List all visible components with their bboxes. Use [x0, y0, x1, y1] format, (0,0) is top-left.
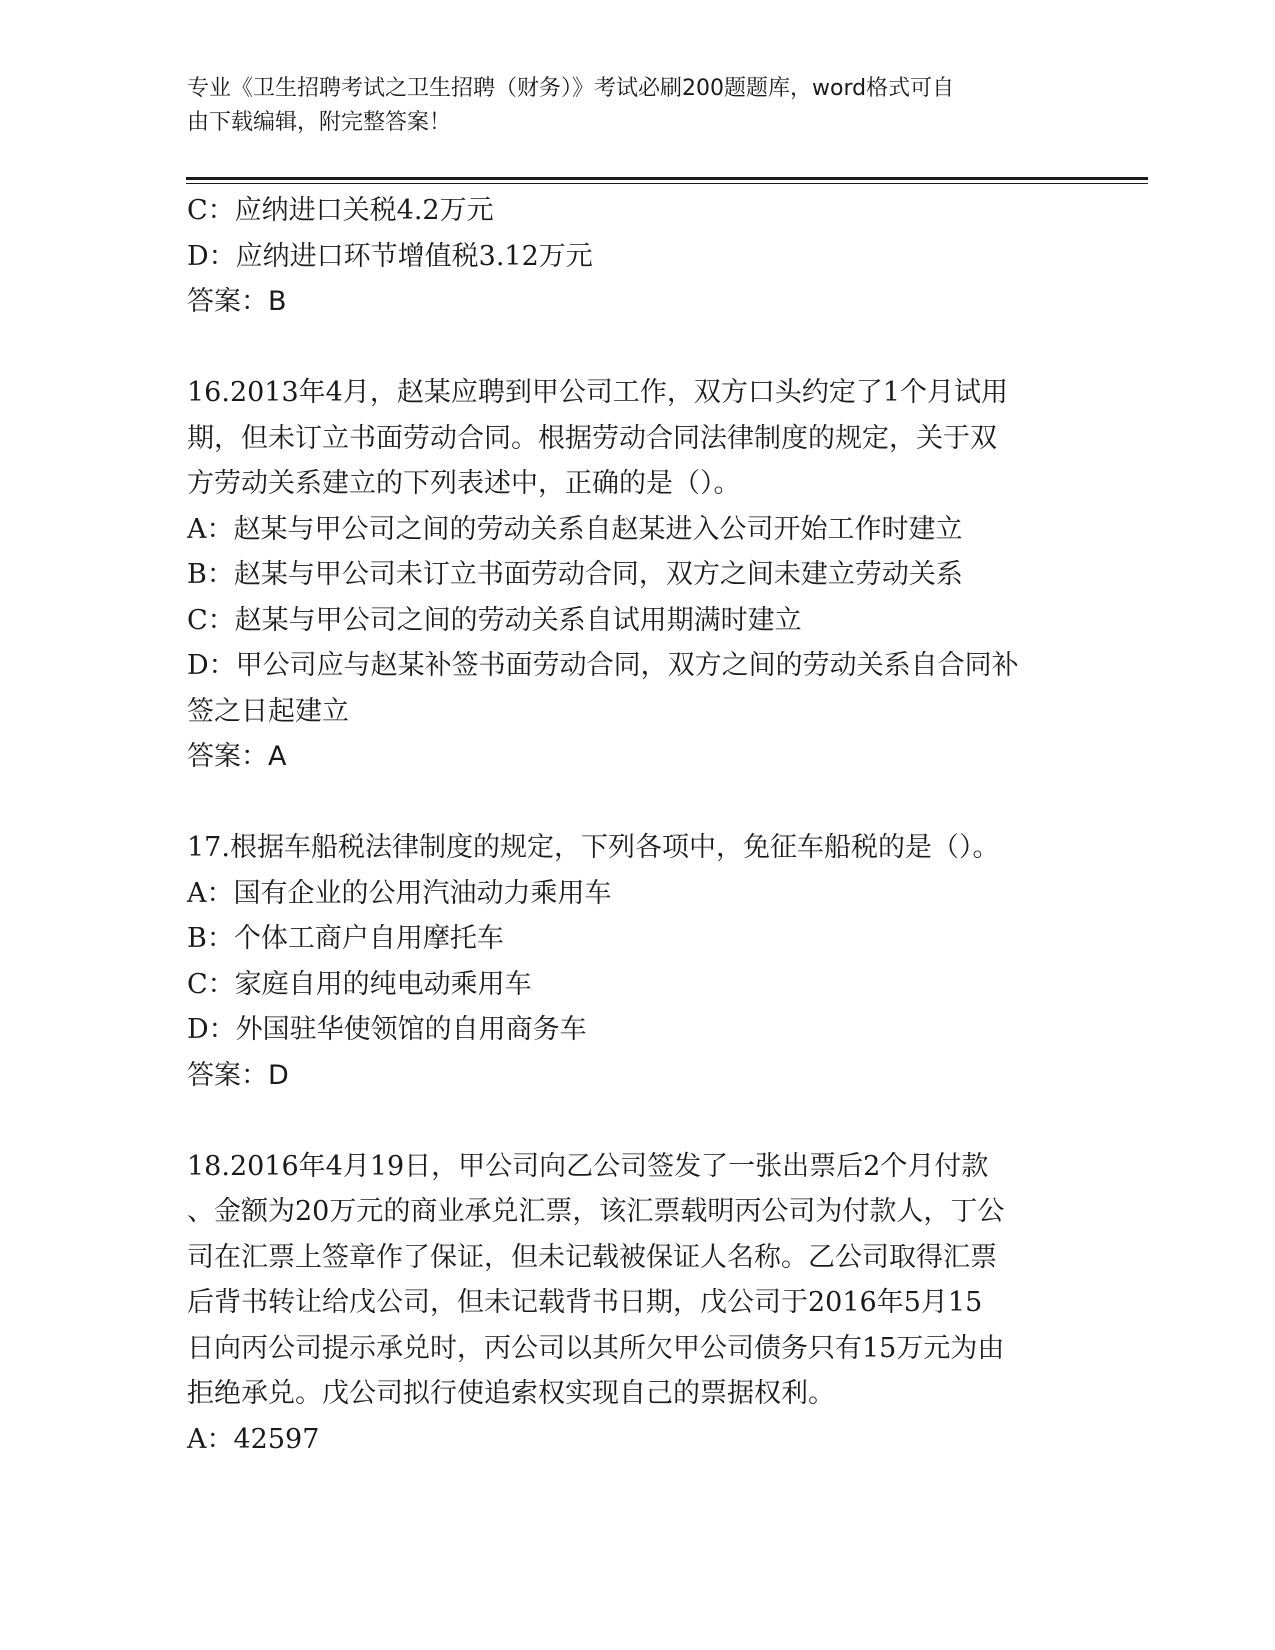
header-divider	[186, 177, 1148, 180]
document-header	[187, 72, 1067, 140]
option-d-continued: 签之日起建立	[187, 695, 349, 727]
question-stem: 18.2016年4月19日，甲公司向乙公司签发了一张出票后2个月付款	[187, 1150, 989, 1182]
option-c: C：赵某与甲公司之间的劳动关系自试用期满时建立	[187, 604, 802, 636]
question-stem: 方劳动关系建立的下列表述中，正确的是（）。	[187, 468, 741, 499]
question-15-tail	[187, 188, 1087, 325]
question-stem: 17.根据车船税法律制度的规定，下列各项中，免征车船税的是（）。	[187, 832, 1000, 863]
header-line: 由下载编辑，附完整答案！	[187, 110, 452, 135]
option-a: A：国有企业的公用汽油动力乘用车	[187, 877, 612, 909]
option-a: A：42597	[187, 1423, 320, 1455]
option-c: C：家庭自用的纯电动乘用车	[187, 968, 532, 1000]
option-b: B：个体工商户自用摩托车	[187, 923, 504, 954]
question-17	[187, 825, 1087, 1098]
question-list	[187, 188, 1087, 1462]
option-b: B：赵某与甲公司未订立书面劳动合同，双方之间未建立劳动关系	[187, 559, 963, 590]
question-stem: 拒绝承兑。戊公司拟行使追索权实现自己的票据权利。	[187, 1378, 835, 1409]
option-a: A：赵某与甲公司之间的劳动关系自赵某进入公司开始工作时建立	[187, 513, 963, 545]
answer: 答案：A	[187, 741, 287, 772]
option-c: C：应纳进口关税4.2万元	[187, 195, 494, 226]
question-stem: 后背书转让给戊公司，但未记载背书日期，戊公司于2016年5月15	[187, 1287, 983, 1318]
option-d: D：应纳进口环节增值税3.12万元	[187, 240, 593, 272]
option-d: D：外国驻华使领馆的自用商务车	[187, 1014, 587, 1045]
question-stem: 司在汇票上签章作了保证，但未记载被保证人名称。乙公司取得汇票	[187, 1241, 997, 1273]
header-line: 专业《卫生招聘考试之卫生招聘（财务）》考试必刷200题题库，word格式可自	[187, 76, 955, 101]
question-stem: 期，但未订立书面劳动合同。根据劳动合同法律制度的规定，关于双	[187, 422, 997, 454]
header-divider-thin	[186, 183, 1148, 184]
question-stem: 日向丙公司提示承兑时，丙公司以其所欠甲公司债务只有15万元为由	[187, 1332, 1005, 1364]
option-d: D：甲公司应与赵某补签书面劳动合同，双方之间的劳动关系自合同补	[187, 650, 1019, 681]
answer: 答案：D	[187, 1059, 289, 1091]
question-18	[187, 1144, 1087, 1463]
answer: 答案：B	[187, 286, 287, 317]
question-stem: 16.2013年4月，赵某应聘到甲公司工作，双方口头约定了1个月试用	[187, 377, 1009, 408]
question-stem: 、金额为20万元的商业承兑汇票，该汇票载明丙公司为付款人，丁公	[187, 1196, 1005, 1227]
question-16	[187, 370, 1087, 780]
